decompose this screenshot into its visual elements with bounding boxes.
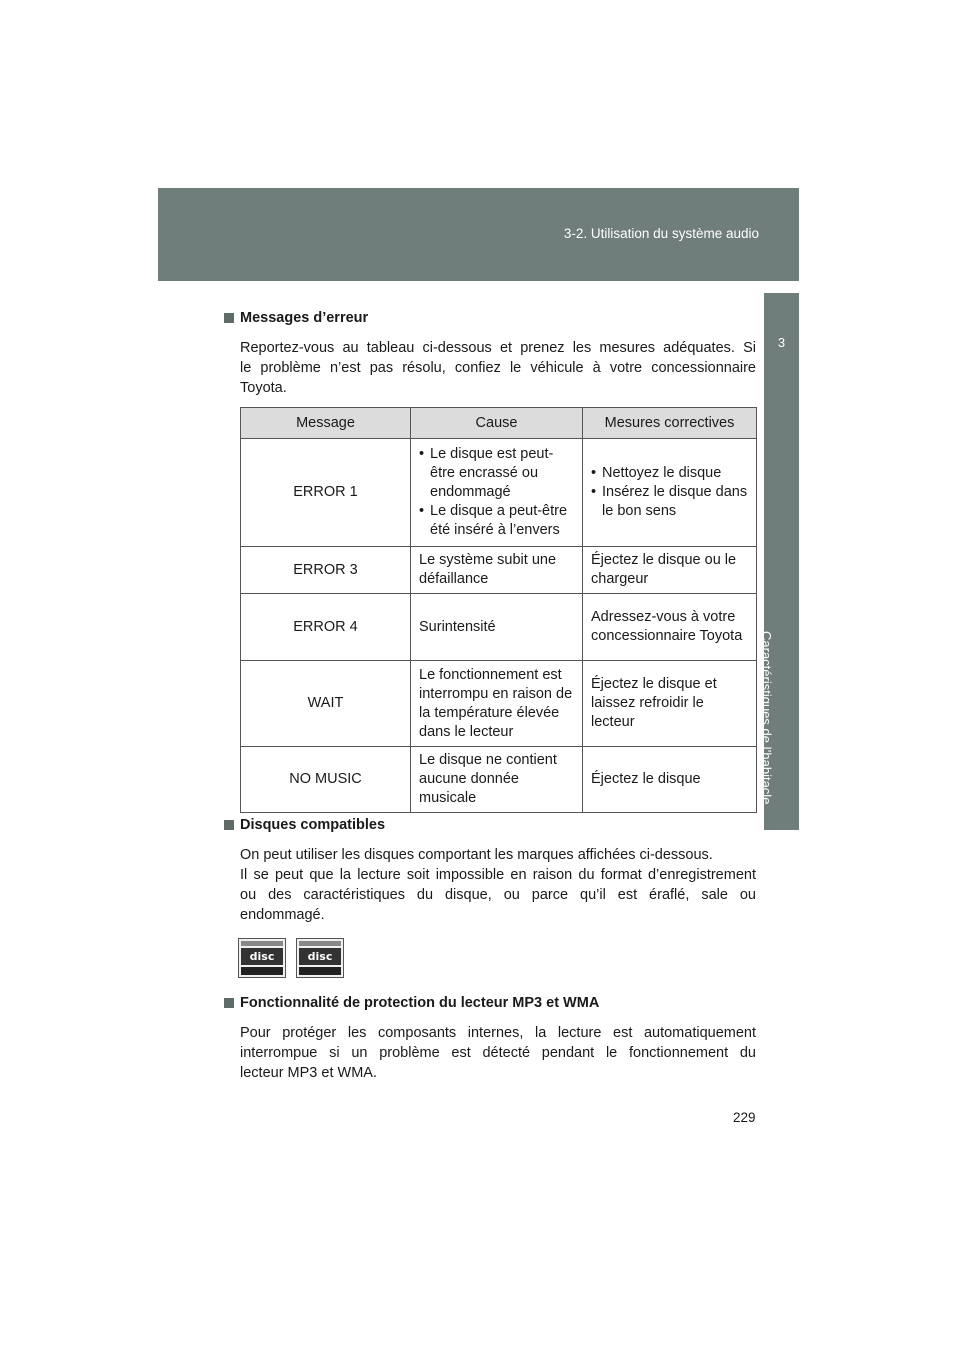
cause-cell: Le système subit une défaillance [411,547,583,594]
cause-cell: Surintensité [411,594,583,661]
table-row [241,594,757,661]
table-row [241,661,757,747]
message-cell: ERROR 4 [241,594,411,661]
section-error-messages [224,309,756,398]
column-header: Mesures correctives [583,408,757,439]
column-header: Cause [411,408,583,439]
header-title: 3-2. Utilisation du système audio [563,226,759,241]
cause-cell: Le fonctionnement est interrompu en raison de la température élevée dans le lecteur [411,661,583,747]
disc-logos [238,938,344,978]
cause-cell: • Le disque est peut-être encrassé ou endommagé • Le disque a peut-être été inséré à l’envers [411,439,583,547]
action-cell: • Nettoyez le disque • Insérez le disque dans le bon sens [583,439,757,547]
action-cell: Éjectez le disque et laissez refroidir le lecteur [583,661,757,747]
message-cell: ERROR 1 [241,439,411,547]
section-heading: Fonctionnalité de protection du lecteur MP3 et WMA [240,995,600,1011]
error-table [240,407,757,813]
page-number: 229 [733,1110,756,1125]
table-row [241,547,757,594]
action-cell: Adressez-vous à votre concessionnaire Toyota [583,594,757,661]
action-cell: Éjectez le disque [583,747,757,813]
header-band [158,188,799,281]
cd-r-logo-icon: disc [238,938,286,978]
section-protection [224,994,756,1083]
square-bullet-icon [224,820,234,830]
action-cell: Éjectez le disque ou le chargeur [583,547,757,594]
table-row [241,747,757,813]
chapter-side-tab [759,293,799,830]
message-cell: ERROR 3 [241,547,411,594]
table-row [241,439,757,547]
cause-cell: Le disque ne contient aucune donnée musicale [411,747,583,813]
table-header-row [241,408,757,439]
message-cell: WAIT [241,661,411,747]
section-body: Reportez-vous au tableau ci-dessous et prenez les mesures adéquates. Si le problème n’est pas résolu, confiez le véhicule à votre concessionnaire Toyota. [240,340,756,396]
chapter-number: 3 [777,335,786,350]
section-compatible-discs [224,816,756,925]
section-heading: Disques compatibles [240,817,386,833]
section-body: On peut utiliser les disques comportant les marques affichées ci-dessous. Il se peut que la lecture soit impossible en raison du format d’enregistrement ou des caractéristiques du disque, ou parce qu’il est éraflé, sale ou endommagé. [240,847,756,923]
chapter-title: Caractéristiques de l’habitacle [759,631,774,805]
square-bullet-icon [224,998,234,1008]
square-bullet-icon [224,313,234,323]
message-cell: NO MUSIC [241,747,411,813]
section-heading: Messages d’erreur [240,310,369,326]
section-body: Pour protéger les composants internes, la lecture est automatiquement interrompue si un problème est détecté pendant le fonctionnement du lecteur MP3 et WMA. [240,1025,756,1081]
cd-rw-logo-icon: disc [296,938,344,978]
column-header: Message [241,408,411,439]
